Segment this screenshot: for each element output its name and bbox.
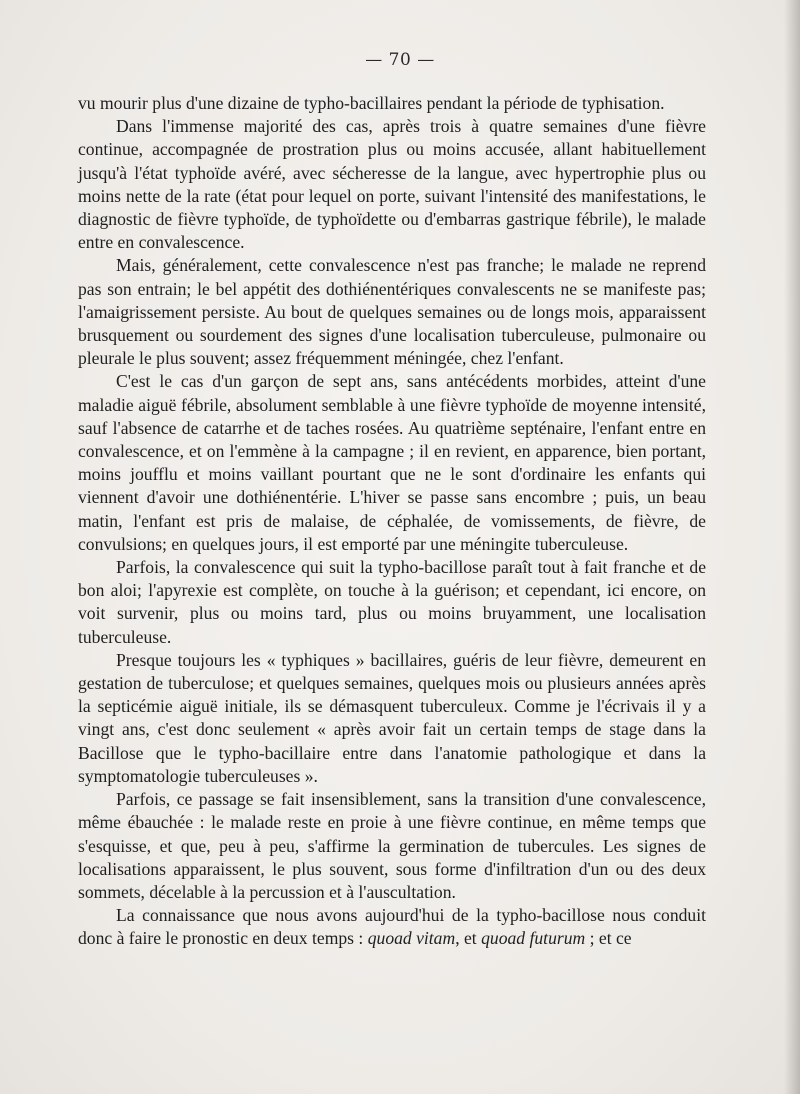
paragraph: Presque toujours les « typhiques » bacillaires, guéris de leur fièvre, demeurent en gestation de tuberculose; et quelques semaines, quelques mois ou plusieurs années après la septicémie aiguë initiale, ils se démasquent tuberculeux. Comme je l'écrivais il y a vingt ans, c'est donc seulement « après avoir fait un certain temps de stage dans la Bacillose que le typho-bacillaire entre dans l'anatomie pathologique et dans la symptomatologie tuberculeuses ». — [78, 649, 706, 786]
page-number: — 70 — — [365, 50, 435, 70]
page-edge-shadow — [784, 0, 800, 1094]
body-text — [78, 92, 706, 951]
paragraph: Mais, généralement, cette convalescence n'est pas franche; le malade ne reprend pas son entrain; le bel appétit des dothiénentériques convalescents ne se manifeste pas; l'amaigrissement persiste. Au bout de quelques semaines ou de longs mois, apparaissent brusquement ou sourdement des signes d'une localisation tuberculeuse, pulmonaire ou pleurale le plus souvent; assez fréquemment méningée, chez l'enfant. — [78, 255, 706, 369]
paragraph: Parfois, ce passage se fait insensiblement, sans la transition d'une convalescence, même ébauchée : le malade reste en proie à une fièvre continue, en même temps que s'esquisse, et que, peu à peu, s'affirme la germination de tubercules. Les signes de localisations apparaissent, le plus souvent, sous forme d'infiltration d'un ou des deux sommets, décelable à la percussion et à l'auscultation. — [78, 789, 706, 902]
paragraph-text: ; et ce — [585, 928, 632, 949]
latin-phrase: quoad futurum — [481, 928, 586, 949]
paragraph: Parfois, la convalescence qui suit la typho-bacillose paraît tout à fait franche et de bon aloi; l'apyrexie est complète, on touche à la guérison; et cependant, ici encore, on voit survenir, plus ou moins tard, plus ou moins bruyamment, une localisation tuberculeuse. — [78, 557, 706, 647]
paragraph-text: , et — [455, 928, 482, 949]
paragraph-continuation: vu mourir plus d'une dizaine de typho-bacillaires pendant la période de typhisation. — [78, 93, 665, 113]
latin-phrase: quoad vitam — [367, 928, 456, 949]
paragraph: Dans l'immense majorité des cas, après trois à quatre semaines d'une fièvre continue, accompagnée de prostration plus ou moins accusée, allant habituellement jusqu'à l'état typhoïde avéré, avec sécheresse de la langue, avec hypertrophie plus ou moins nette de la rate (état pour lequel on porte, suivant l'intensité des manifestations, le diagnostic de fièvre typhoïde, de typhoïdette ou d'embarras gastrique fébrile), le malade entre en convalescence. — [78, 116, 706, 253]
paragraph-last — [78, 904, 706, 950]
paragraph: C'est le cas d'un garçon de sept ans, sans antécédents morbides, atteint d'une maladie aiguë fébrile, absolument semblable à une fièvre typhoïde de moyenne intensité, sauf l'absence de catarrhe et de taches rosées. Au quatrième septénaire, l'enfant entre en convalescence, et on l'emmène à la campagne ; il en revient, en apparence, bien portant, moins joufflu et moins vaillant pourtant que ne le sont d'ordinaire les enfants qui viennent d'avoir une dothiénentérie. L'hiver se passe sans encombre ; puis, un beau matin, l'enfant est pris de malaise, de céphalée, de vomissements, de fièvre, de convulsions; en quelques jours, il est emporté par une méningite tuberculeuse. — [78, 371, 706, 554]
paragraph-text: La connaissance que nous avons aujourd'hui de la typho-bacillose nous conduit donc à faire le pronostic en deux temps : — [78, 905, 706, 949]
